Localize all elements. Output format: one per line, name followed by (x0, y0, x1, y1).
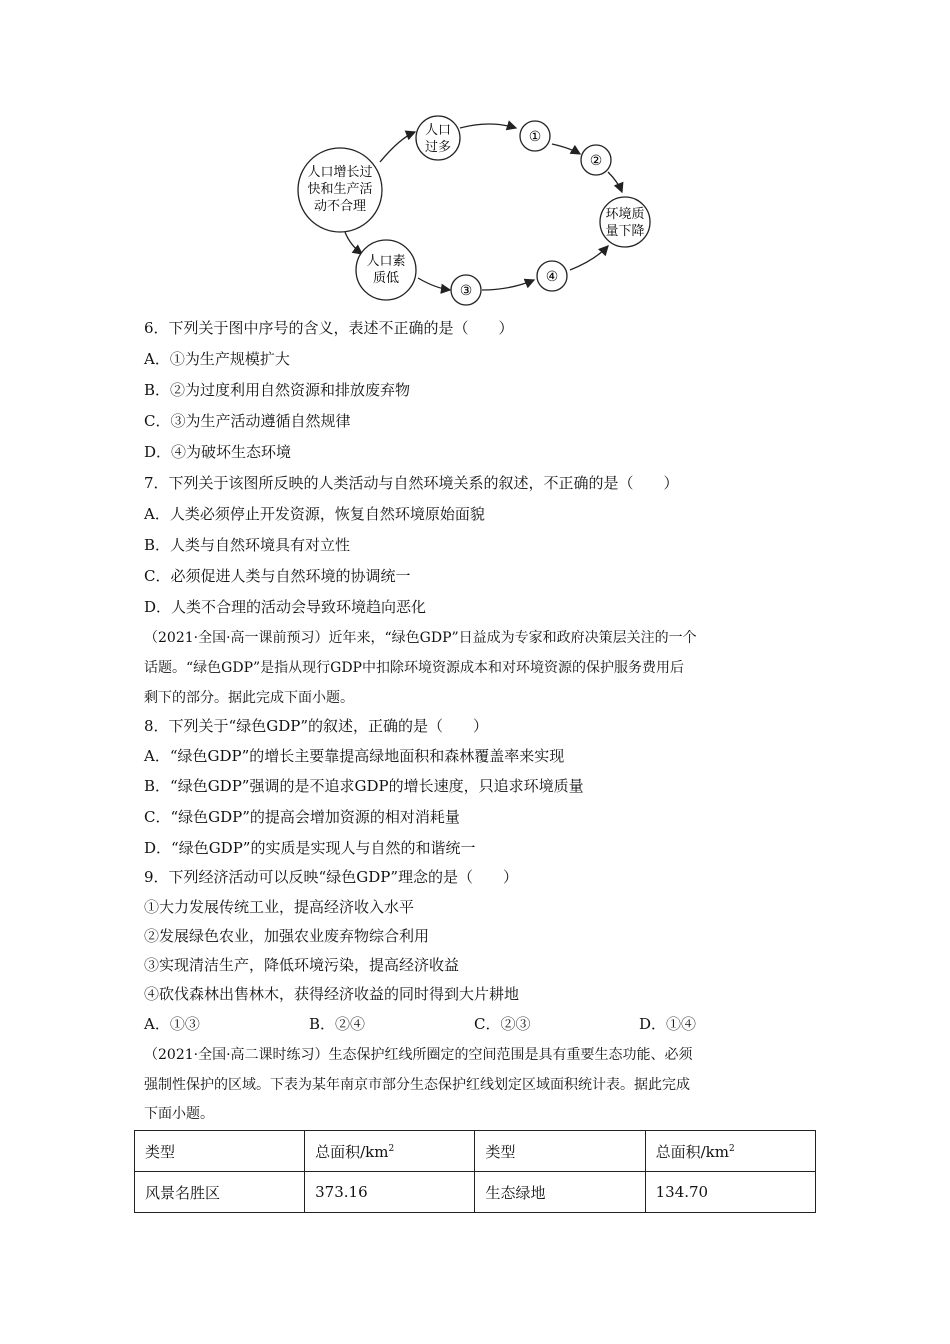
question-9-option-d: D．①④ (639, 1015, 697, 1033)
table-header-cell (475, 1131, 645, 1172)
node-center-line1: 人口增长过 (307, 165, 373, 180)
table-cell: 风景名胜区 (135, 1172, 305, 1213)
question-7-option-b: B．人类与自然环境具有对立性 (144, 536, 351, 554)
question-7-option-a: A．人类必须停止开发资源，恢复自然环境原始面貌 (144, 505, 485, 523)
table-cell: 生态绿地 (475, 1172, 645, 1213)
question-8-option-b: B．“绿色GDP”强调的是不追求GDP的增长速度，只追求环境质量 (144, 777, 584, 795)
node-pop-excess-line1: 人口 (424, 123, 452, 138)
question-8-option-c: C．“绿色GDP”的提高会增加资源的相对消耗量 (144, 808, 460, 826)
arrow-pop-excess-to-n1 (460, 124, 516, 128)
question-8-option-a: A．“绿色GDP”的增长主要靠提高绿地面积和森林覆盖率来实现 (144, 747, 565, 765)
red-line-intro-line3: 下面小题。 (144, 1106, 214, 1122)
cycle-diagram-svg (290, 110, 670, 310)
header-area-sup: 2 (388, 1143, 395, 1154)
question-9-item-3: ③实现清洁生产，降低环境污染，提高经济收益 (144, 956, 460, 974)
arrow-pop-quality-to-n3 (418, 278, 450, 290)
question-8-stem: 8．下列关于“绿色GDP”的叙述，正确的是（ ） (144, 717, 488, 735)
node-env-decline-line1: 环境质 (605, 207, 645, 222)
question-6-option-d: D．④为破坏生态环境 (144, 443, 292, 461)
question-6-option-b: B．②为过度利用自然资源和排放废弃物 (144, 381, 411, 399)
node-env-decline-line2: 量下降 (605, 224, 645, 239)
question-9-stem: 9．下列经济活动可以反映“绿色GDP”理念的是（ ） (144, 868, 518, 886)
node-env-decline (600, 197, 650, 247)
arrow-center-to-pop-quality (345, 232, 362, 254)
arrow-n2-to-env-decline (608, 172, 622, 192)
header-area-label-2: 总面积/km (655, 1142, 729, 1161)
green-gdp-intro-line3: 剩下的部分。据此完成下面小题。 (144, 690, 354, 706)
header-type-label-2: 类型 (485, 1142, 516, 1161)
arrow-n3-to-n4 (482, 280, 534, 290)
red-line-intro-line1: （2021·全国·高二课时练习）生态保护红线所圈定的空间范围是具有重要生态功能、必须 (144, 1047, 693, 1063)
arrow-n1-to-n2 (552, 144, 580, 154)
node-pop-quality-line1: 人口素 (366, 254, 406, 269)
question-9-option-b: B．②④ (309, 1015, 366, 1033)
green-gdp-intro-line2: 话题。“绿色GDP”是指从现行GDP中扣除环境资源成本和对环境资源的保护服务费用后 (144, 660, 684, 676)
question-6-option-a: A．①为生产规模扩大 (144, 350, 290, 368)
question-8-option-d: D．“绿色GDP”的实质是实现人与自然的和谐统一 (144, 839, 476, 857)
table-cell: 134.70 (645, 1172, 815, 1213)
node-center-line3: 动不合理 (313, 199, 367, 214)
question-9-option-c: C．②③ (474, 1015, 531, 1033)
header-type-label: 类型 (145, 1142, 176, 1161)
question-9-option-a: A．①③ (144, 1015, 200, 1033)
table-header-cell (135, 1131, 305, 1172)
question-9-item-2: ②发展绿色农业，加强农业废弃物综合利用 (144, 927, 430, 945)
header-area-sup-2: 2 (728, 1143, 735, 1154)
question-7-option-d: D．人类不合理的活动会导致环境趋向恶化 (144, 598, 427, 616)
node-n1-label: ① (528, 129, 542, 145)
node-pop-quality (356, 240, 416, 300)
question-7-stem: 7．下列关于该图所反映的人类活动与自然环境关系的叙述，不正确的是（ ） (144, 474, 679, 492)
question-7-option-c: C．必须促进人类与自然环境的协调统一 (144, 567, 411, 585)
header-area-label: 总面积/km (315, 1142, 389, 1161)
table-header-cell (645, 1131, 815, 1172)
question-9-item-4: ④砍伐森林出售林木，获得经济收益的同时得到大片耕地 (144, 985, 520, 1003)
arrow-center-to-pop-excess (380, 132, 415, 162)
node-center-line2: 快和生产活 (307, 182, 373, 197)
ecological-area-table (134, 1130, 816, 1213)
question-9-item-1: ①大力发展传统工业，提高经济收入水平 (144, 898, 415, 916)
question-6-stem: 6．下列关于图中序号的含义，表述不正确的是（ ） (144, 319, 514, 337)
human-environment-cycle-diagram (290, 110, 670, 310)
arrow-n4-to-env-decline (570, 246, 608, 270)
red-line-intro-line2: 强制性保护的区域。下表为某年南京市部分生态保护红线划定区域面积统计表。据此完成 (144, 1077, 690, 1093)
table-cell: 373.16 (305, 1172, 475, 1213)
node-n3-label: ③ (459, 283, 473, 299)
node-n2-label: ② (589, 153, 603, 169)
table-row (135, 1172, 816, 1213)
question-9-options (144, 1013, 824, 1033)
node-pop-quality-line2: 质低 (372, 271, 400, 286)
table-header-row (135, 1131, 816, 1172)
table-header-cell (305, 1131, 475, 1172)
node-pop-excess-line2: 过多 (424, 140, 452, 155)
question-6-option-c: C．③为生产活动遵循自然规律 (144, 412, 351, 430)
node-n4-label: ④ (545, 269, 559, 285)
green-gdp-intro-line1: （2021·全国·高一课前预习）近年来，“绿色GDP”日益成为专家和政府决策层关注的一个 (144, 630, 697, 646)
